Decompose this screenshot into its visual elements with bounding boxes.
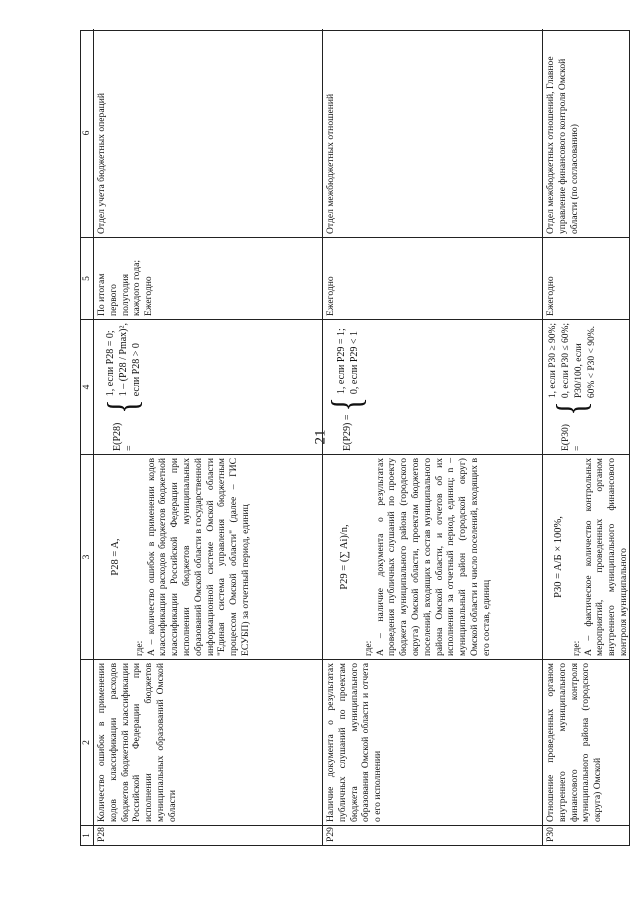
header-col-6: 6	[81, 29, 94, 237]
row-code: P29	[323, 825, 542, 845]
formula-explanation: A – фактическое количество контрольных мероприятий, проведенных органом внутреннего муниципального финансового контроля муниципального	[582, 458, 629, 656]
assessment-function	[323, 319, 542, 454]
assessment-case: 1 – (P28 / Pmax)²,	[118, 323, 129, 397]
indicator-table	[80, 30, 630, 846]
table-row-p29	[323, 29, 543, 845]
assessment-left: E(P30) =	[561, 424, 583, 451]
brace-glyph: {	[99, 399, 146, 414]
periodicity: Ежегодно	[543, 237, 629, 319]
assessment-case: 1, если P30 ≥ 90%;	[548, 323, 558, 399]
assessment-function	[94, 319, 322, 454]
calculation-method	[543, 454, 629, 659]
header-col-2: 2	[81, 659, 94, 825]
assessment-case: 1, если P29 = 1;	[336, 328, 347, 395]
assessment-case: 60% < P30 < 90%.	[587, 325, 597, 399]
calculation-method	[94, 454, 322, 659]
header-col-4: 4	[81, 319, 94, 454]
assessment-left: E(P29) =	[342, 414, 354, 451]
header-col-5: 5	[81, 237, 94, 319]
assessment-case: 1, если P28 = 0;	[105, 330, 116, 397]
responsible-unit: Отдел учета бюджетных операций	[96, 93, 107, 234]
assessment-case: 0, если P30 ≤ 60%;	[561, 323, 571, 399]
formula: P29 = (∑ Ai)/n,	[339, 524, 350, 590]
table-row-p30	[543, 29, 629, 845]
assessment-case: 0, если P29 < 1	[349, 330, 360, 395]
assessment-case: P30/100, если	[574, 343, 584, 399]
formula-explanation: A – количество ошибок в применении кодов классификации расходов бюджетов бюджетной классификации Российской Федерации при исполнении бюджетов муниципальных образований Омской области в государственной информационной системе Омской области "Единая система управления бюджетным процессом Омской области" (далее – ГИС ЕСУБП) за отчетный период, единиц	[145, 458, 251, 656]
formula: P30 = A/Б × 100%,	[553, 516, 564, 598]
row-code: P28	[94, 825, 322, 845]
where-label: где:	[362, 640, 374, 656]
responsible-unit: Отдел межбюджетных отношений	[325, 93, 336, 234]
indicator-name: Отношение проведенных органом внутреннего муниципального финансового контроля муниципального района (городского округа) Омской	[543, 659, 629, 825]
indicator-name: Наличие документа о результатах публичных слушаний по проектам бюджета муниципального образования Омской области и отчета о его исполнении	[323, 659, 542, 825]
assessment-left: E(P28) =	[111, 422, 135, 451]
header-col-3: 3	[81, 454, 94, 659]
header-col-1: 1	[81, 825, 94, 845]
responsible-unit: Отдел межбюджетных отношений, Главное управление финансового контроля Омской области (по согласованию)	[545, 56, 580, 234]
where-label: где:	[570, 640, 582, 656]
calculation-method	[323, 454, 542, 659]
page-number: 21	[312, 429, 328, 445]
brace-glyph: {	[549, 401, 596, 416]
periodicity: По итогам первого полугодия каждого года; Ежегодно	[94, 237, 322, 319]
formula-explanation: A – наличие документа о результатах проведения публичных слушаний по проекту бюджета муниципального района (городского округа) Омской области, проектам бюджетов поселений, входящих в состав муниципального района Омской области, и отчетов об их исполнении за отчетный период, единиц; n – муниципальный район (городской округ) Омской области и число поселений, входящих в его состав, единиц	[374, 458, 492, 656]
where-label: где:	[133, 640, 145, 656]
indicator-name: Количество ошибок в применении кодов классификации расходов бюджетов бюджетной классификации Российской Федерации при исполнении бюджетов муниципальных образований Омской области	[94, 659, 322, 825]
assessment-function	[543, 319, 629, 454]
row-code: P30	[543, 825, 629, 845]
formula: P28 = A,	[110, 538, 121, 576]
assessment-case: если P28 > 0	[131, 343, 142, 397]
table-row-p28	[94, 29, 323, 845]
brace-glyph: {	[324, 397, 371, 412]
periodicity: Ежегодно	[323, 237, 542, 319]
